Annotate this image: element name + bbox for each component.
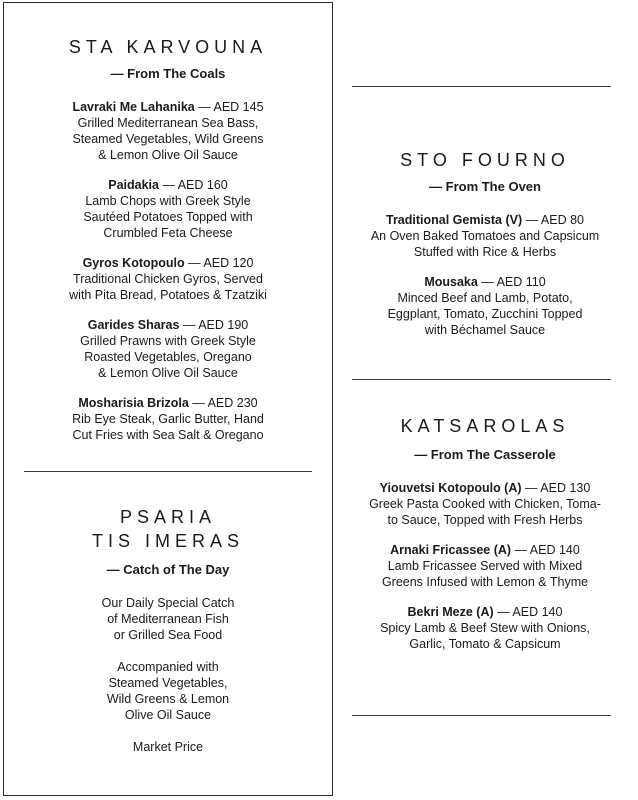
menu-item: [340, 604, 630, 652]
item-name: Yiouvetsi Kotopoulo (A): [379, 481, 522, 495]
menu-item: [3, 395, 333, 443]
item-description: Eggplant, Tomato, Zucchini Topped: [387, 307, 583, 321]
description-line: Steamed Vegetables,: [108, 676, 228, 690]
item-description: Roasted Vegetables, Oregano: [84, 350, 252, 364]
item-name: Paidakia: [108, 178, 159, 192]
section-subtitle: — From The Oven: [429, 179, 541, 194]
item-name: Gyros Kotopoulo: [82, 256, 185, 270]
section-divider: [352, 86, 611, 87]
menu-item: [3, 255, 333, 303]
item-description: Sautéed Potatoes Topped with: [83, 210, 253, 224]
item-name: Bekri Meze (A): [407, 605, 494, 619]
item-description: & Lemon Olive Oil Sauce: [98, 366, 238, 380]
description-line: Accompanied with: [117, 660, 219, 674]
item-description: Cut Fries with Sea Salt & Oregano: [72, 428, 264, 442]
item-price: — AED 140: [493, 605, 563, 619]
description-line: Olive Oil Sauce: [124, 708, 212, 722]
item-description: Stuffed with Rice & Herbs: [413, 245, 557, 259]
item-description: Minced Beef and Lamb, Potato,: [397, 291, 573, 305]
item-description: Lamb Fricassee Served with Mixed: [387, 559, 583, 573]
item-description: Greens Infused with Lemon & Thyme: [381, 575, 589, 589]
description-line: Our Daily Special Catch: [101, 596, 235, 610]
section-sta-karvouna: [3, 35, 333, 443]
description-line: or Grilled Sea Food: [113, 628, 223, 642]
item-name: Garides Sharas: [87, 318, 180, 332]
item-description: to Sauce, Topped with Fresh Herbs: [387, 513, 583, 527]
accompaniment-description: [3, 659, 333, 723]
section-title: KATSAROLAS: [400, 416, 570, 436]
menu-item: [3, 99, 333, 163]
item-name: Arnaki Fricassee (A): [390, 543, 512, 557]
item-description: Grilled Mediterranean Sea Bass,: [77, 116, 259, 130]
item-price: — AED 230: [188, 396, 258, 410]
item-description: with Pita Bread, Potatoes & Tzatziki: [69, 288, 267, 302]
menu-item: [340, 480, 630, 528]
description-line: Wild Greens & Lemon: [106, 692, 230, 706]
description-line: of Mediterranean Fish: [107, 612, 229, 626]
item-description: Greek Pasta Cooked with Chicken, Toma-: [369, 497, 601, 511]
item-description: Grilled Prawns with Greek Style: [80, 334, 256, 348]
item-name: Traditional Gemista (V): [386, 213, 523, 227]
section-divider: [352, 715, 611, 716]
item-name: Mosharisia Brizola: [78, 396, 189, 410]
menu-item: [340, 274, 630, 338]
item-description: Steamed Vegetables, Wild Greens: [72, 132, 264, 146]
section-divider: [24, 471, 312, 472]
section-title-line-2: TIS IMERAS: [91, 531, 244, 551]
item-price: — AED 190: [179, 318, 249, 332]
menu-item: [340, 542, 630, 590]
item-description: Rib Eye Steak, Garlic Butter, Hand: [72, 412, 264, 426]
item-description: An Oven Baked Tomatoes and Capsicum: [370, 229, 600, 243]
item-name: Mousaka: [424, 275, 478, 289]
item-price: — AED 145: [194, 100, 264, 114]
section-katsarolas: [340, 414, 630, 652]
menu-item: [3, 317, 333, 381]
item-price: — AED 120: [184, 256, 254, 270]
section-subtitle: — Catch of The Day: [106, 562, 230, 577]
section-sto-fourno: [340, 148, 630, 338]
market-price: Market Price: [132, 740, 204, 754]
item-description: Traditional Chicken Gyros, Served: [73, 272, 263, 286]
item-description: Lamb Chops with Greek Style: [85, 194, 251, 208]
item-description: with Béchamel Sauce: [424, 323, 546, 337]
item-price: — AED 80: [522, 213, 584, 227]
section-subtitle: — From The Casserole: [414, 447, 556, 462]
section-subtitle: — From The Coals: [110, 66, 226, 81]
item-description: Spicy Lamb & Beef Stew with Onions,: [380, 621, 590, 635]
menu-item: [340, 212, 630, 260]
item-description: Garlic, Tomato & Capsicum: [409, 637, 561, 651]
catch-description: [3, 595, 333, 643]
menu-item: [3, 177, 333, 241]
item-description: & Lemon Olive Oil Sauce: [98, 148, 238, 162]
section-title: STA KARVOUNA: [68, 37, 268, 57]
section-title: STO FOURNO: [400, 150, 570, 170]
item-price: — AED 160: [158, 178, 228, 192]
section-divider: [352, 379, 611, 380]
item-price: — AED 110: [477, 275, 546, 289]
section-title-line-1: PSARIA: [119, 507, 217, 527]
item-description: Crumbled Feta Cheese: [103, 226, 233, 240]
section-psaria-tis-imeras: [3, 505, 333, 755]
item-price: — AED 130: [521, 481, 591, 495]
item-price: — AED 140: [511, 543, 580, 557]
item-name: Lavraki Me Lahanika: [72, 100, 195, 114]
